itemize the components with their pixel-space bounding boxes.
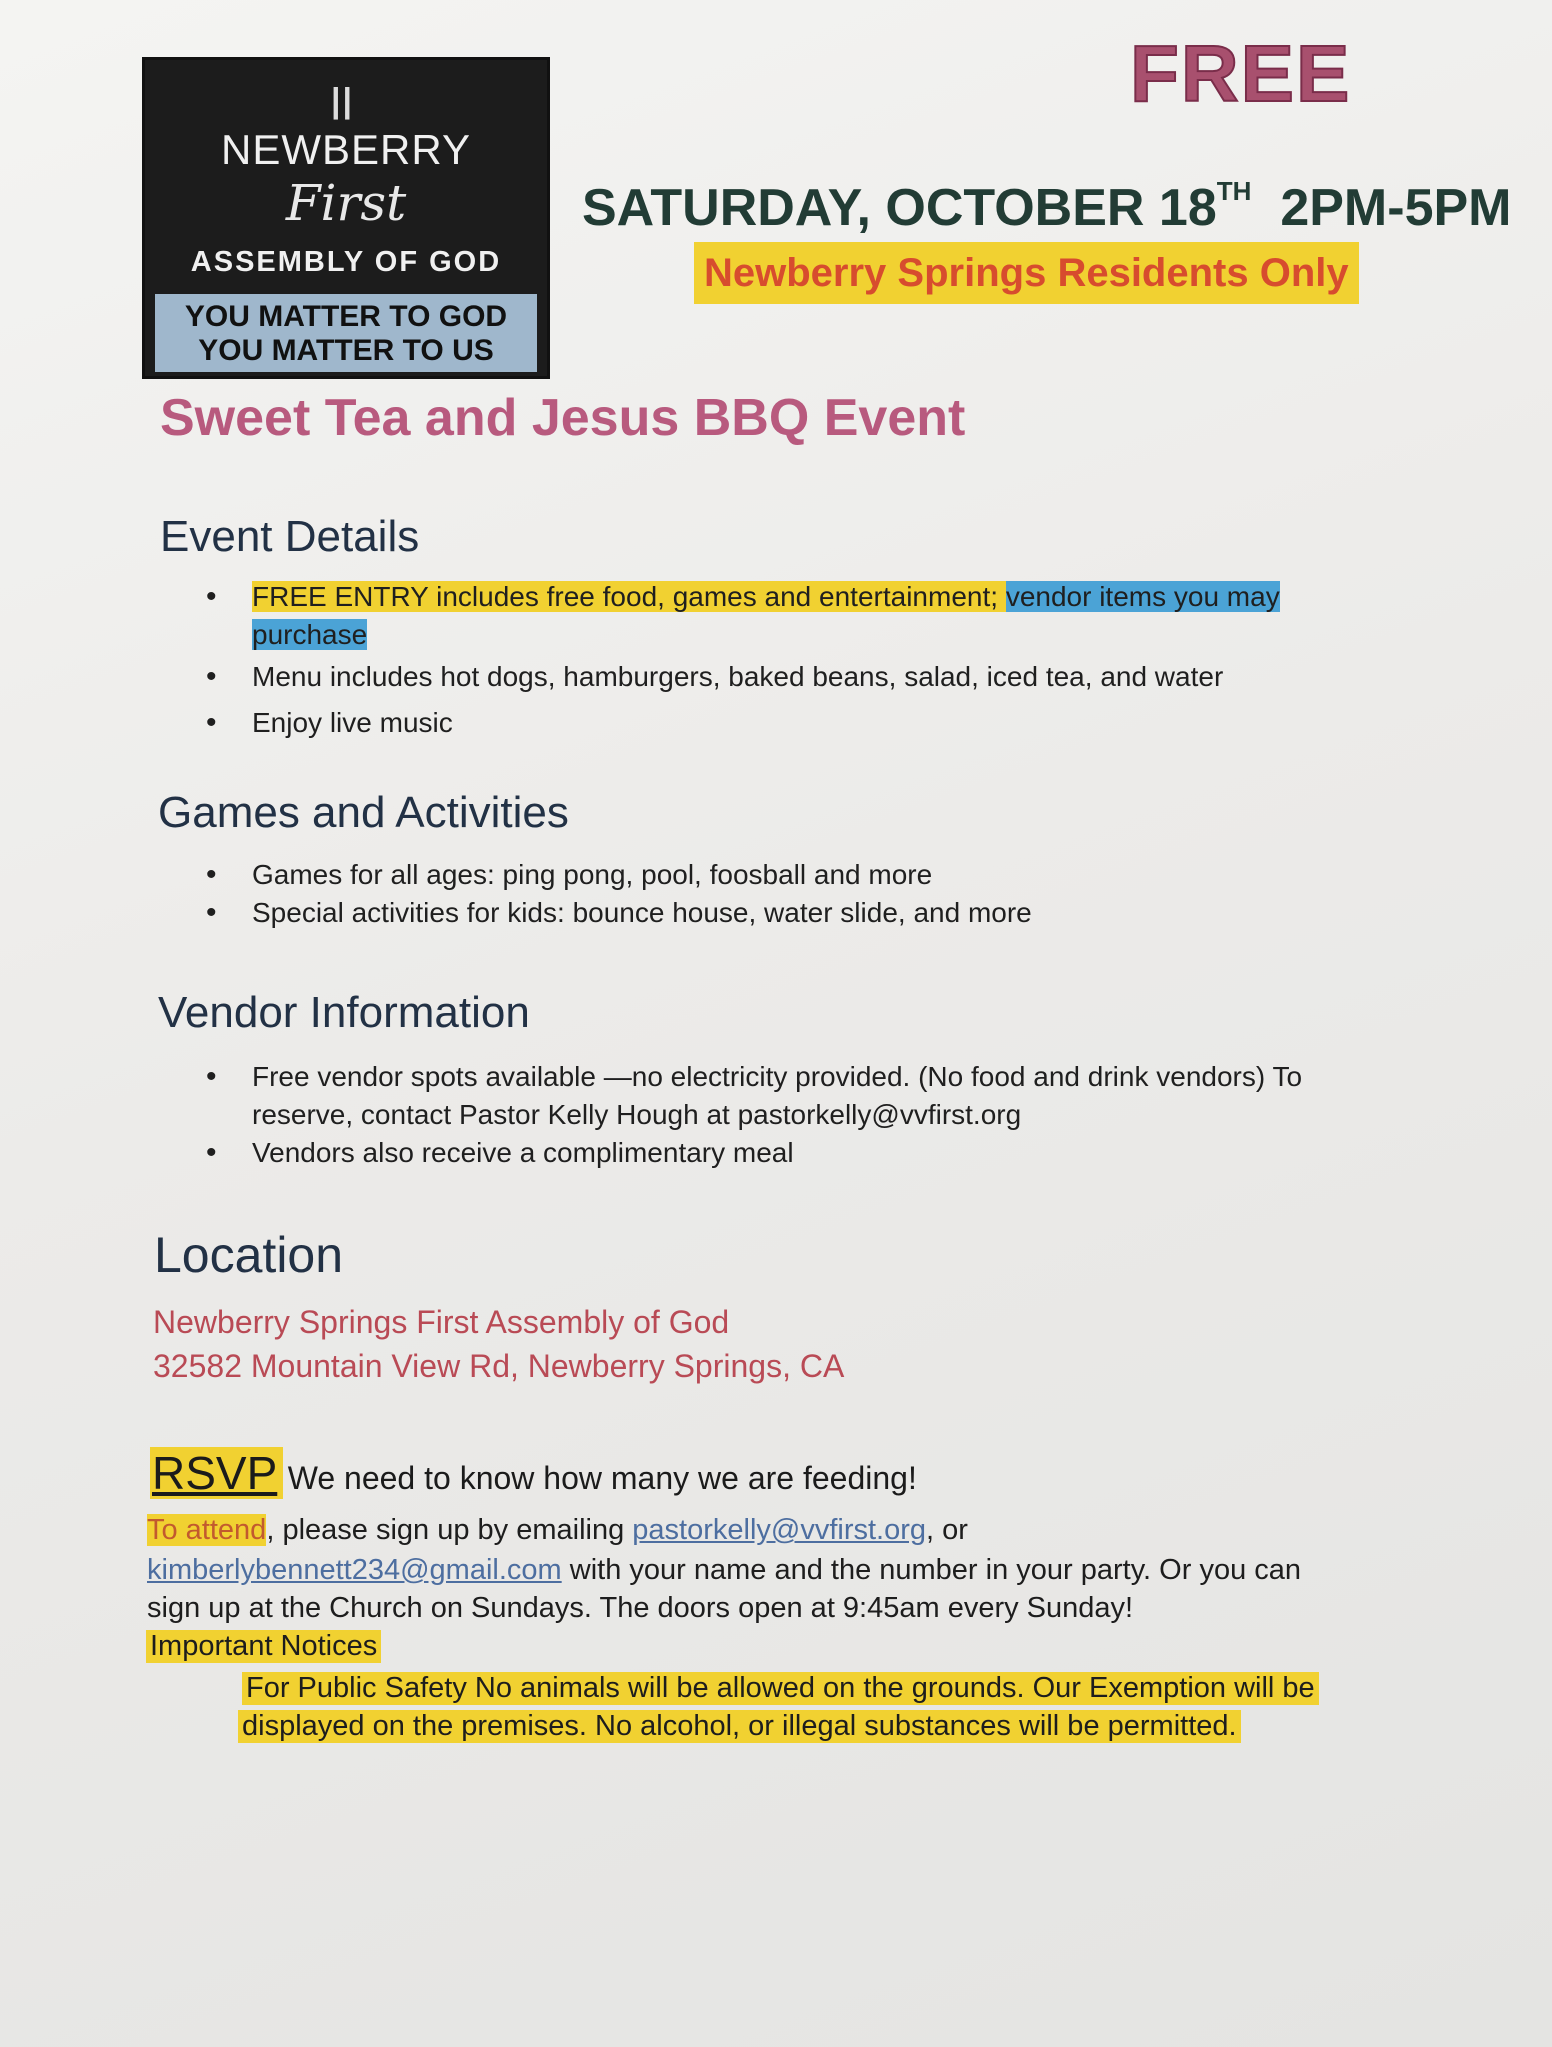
rsvp-tagline: We need to know how many we are feeding!: [287, 1460, 917, 1496]
logo-script: First: [285, 174, 407, 232]
list-item: [202, 578, 1402, 654]
residents-only-notice: Newberry Springs Residents Only: [694, 242, 1359, 304]
free-banner: FREE: [1130, 29, 1352, 118]
event-date-text: SATURDAY, OCTOBER 18: [582, 179, 1217, 237]
purchase-text: purchase: [252, 619, 368, 650]
vendor-list: [202, 1058, 1452, 1172]
games-heading: Games and Activities: [158, 788, 569, 837]
event-details-list: [202, 578, 1402, 742]
event-title: Sweet Tea and Jesus BBQ Event: [160, 389, 966, 447]
vendor-heading: Vendor Information: [158, 988, 530, 1037]
rsvp-heading: [150, 1446, 917, 1500]
list-item: • Special activities for kids: bounce house, water slide, and more: [202, 894, 1402, 932]
vendor-line1: Free vendor spots available —no electricity provided. (No food and drink vendors) To: [252, 1061, 1303, 1092]
list-item: • Menu includes hot dogs, hamburgers, baked beans, salad, iced tea, and water: [202, 658, 1402, 696]
event-date-suffix: TH: [1216, 176, 1252, 206]
logo-subtitle: ASSEMBLY OF GOD: [190, 246, 502, 278]
logo-tagline: [155, 294, 537, 372]
kimberly-email-link[interactable]: kimberlybennett234@gmail.com: [147, 1554, 562, 1586]
event-time: 2PM-5PM: [1280, 179, 1512, 237]
pastor-email-link[interactable]: pastorkelly@vvfirst.org: [632, 1514, 927, 1546]
event-date: [582, 178, 1511, 238]
list-item: • Enjoy live music: [202, 704, 1402, 742]
important-notices-heading: Important Notices: [146, 1630, 381, 1663]
location-name: Newberry Springs First Assembly of God: [153, 1304, 730, 1340]
to-attend-text: To attend: [147, 1514, 267, 1546]
rsvp-line3: sign up at the Church on Sundays. The doors open at 9:45am every Sunday!: [147, 1592, 1134, 1624]
list-item: • Vendors also receive a complimentary meal: [202, 1134, 1452, 1172]
cross-bars-icon: ||: [331, 82, 355, 120]
location-heading: Location: [154, 1227, 344, 1283]
list-item: • Games for all ages: ping pong, pool, foosball and more: [202, 856, 1402, 894]
rsvp-line1-end: , or: [926, 1514, 968, 1546]
vendor-line2: reserve, contact Pastor Kelly Hough at pastorkelly@vvfirst.org: [252, 1099, 1022, 1130]
church-logo: [142, 57, 550, 379]
event-details-heading: Event Details: [160, 512, 420, 561]
logo-name: NEWBERRY: [221, 126, 471, 173]
location-address: 32582 Mountain View Rd, Newberry Springs, CA: [153, 1348, 845, 1384]
list-item: [202, 1058, 1452, 1134]
notice-line1: For Public Safety No animals will be allowed on the grounds. Our Exemption will be: [242, 1672, 1319, 1705]
rsvp-line1: [147, 1514, 968, 1547]
rsvp-line2-text: with your name and the number in your party. Or you can: [561, 1554, 1302, 1586]
rsvp-line1-text: , please sign up by emailing: [266, 1514, 633, 1546]
rsvp-line2: [147, 1554, 1301, 1587]
logo-tagline-line2: YOU MATTER TO US: [198, 334, 494, 367]
notice-line2: displayed on the premises. No alcohol, or illegal substances will be permitted.: [238, 1710, 1241, 1743]
free-entry-text: FREE ENTRY includes free food, games and entertainment;: [252, 581, 999, 612]
vendor-items-text: vendor items you may: [1005, 581, 1280, 612]
rsvp-word: RSVP: [150, 1447, 283, 1499]
games-list: [202, 856, 1402, 932]
logo-tagline-line1: YOU MATTER TO GOD: [184, 300, 508, 333]
